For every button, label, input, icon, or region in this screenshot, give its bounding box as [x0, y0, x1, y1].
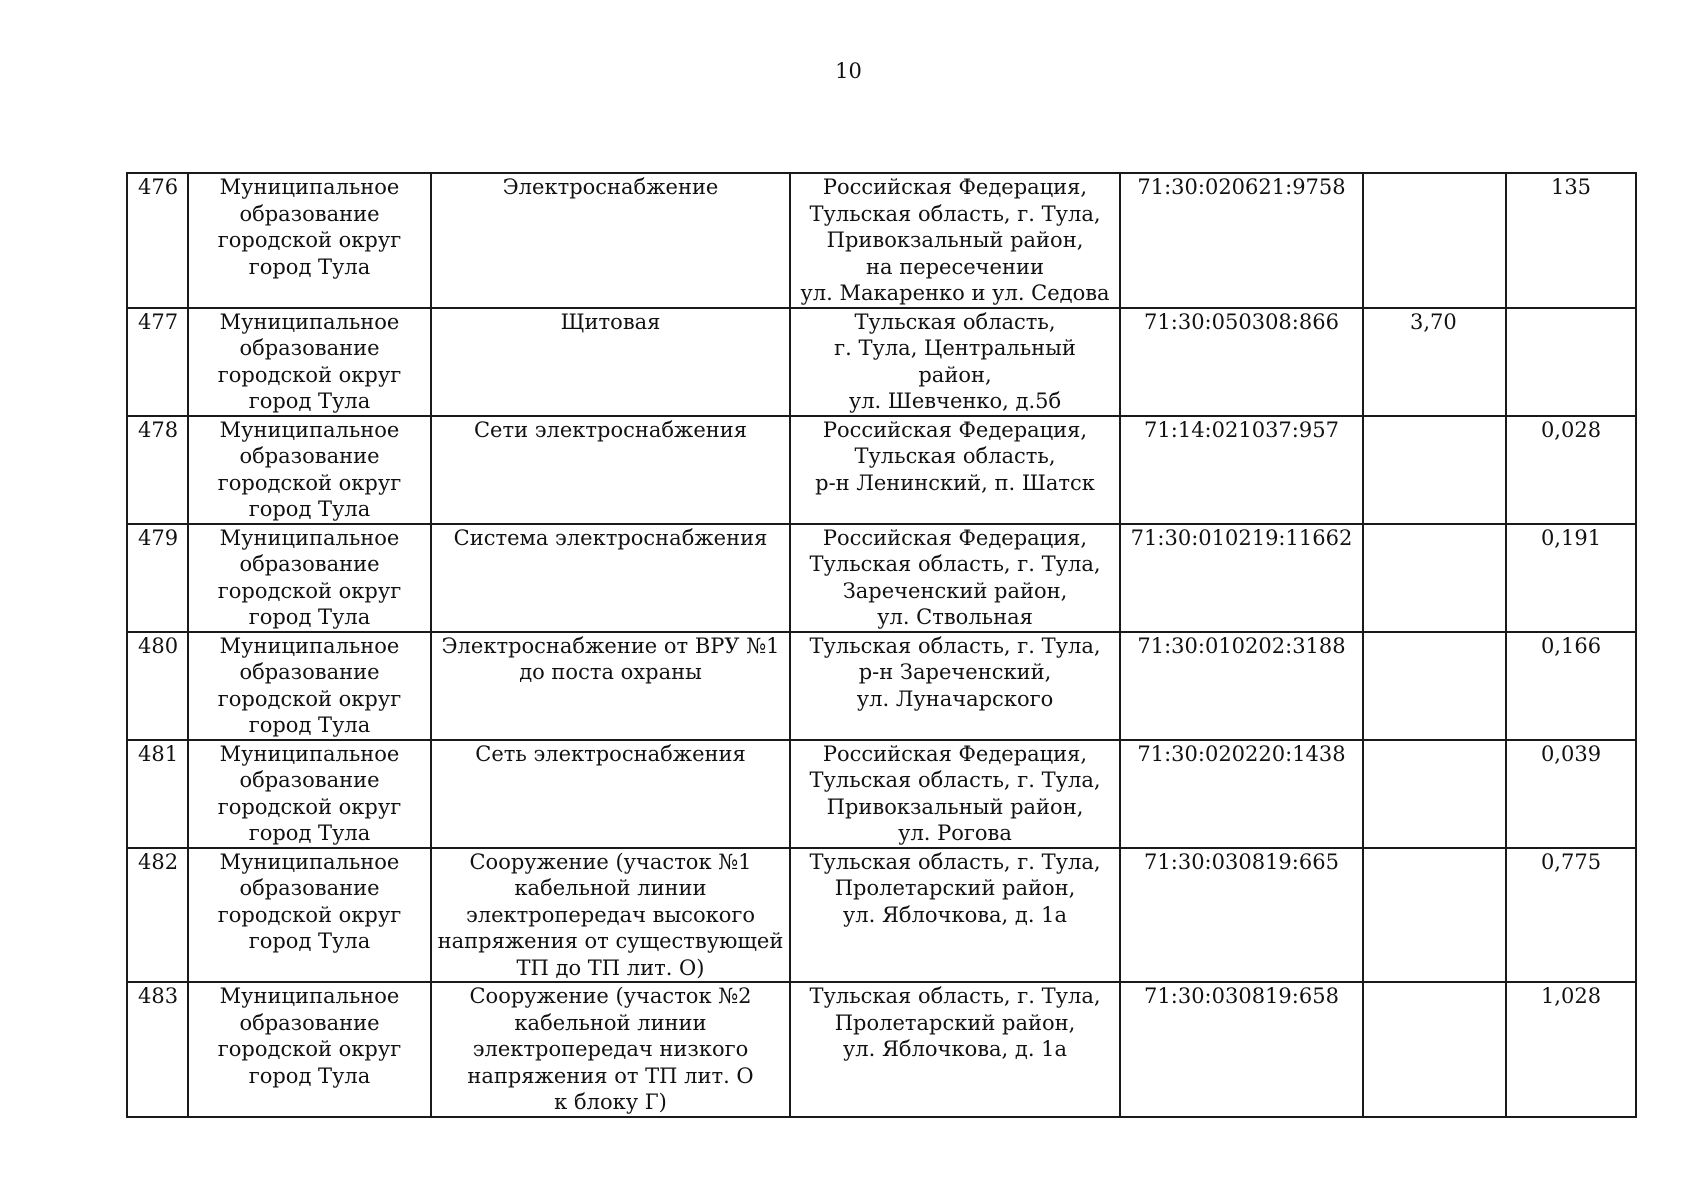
owner-cell: Муниципальное образование городской округ город Тула	[188, 524, 431, 632]
row-number-cell: 476	[127, 173, 188, 308]
row-number-cell: 481	[127, 740, 188, 848]
cadastral-number-cell: 71:30:030819:665	[1120, 848, 1363, 983]
length-cell: 0,028	[1506, 416, 1636, 524]
cadastral-number-cell: 71:14:021037:957	[1120, 416, 1363, 524]
table-row	[127, 308, 1636, 416]
property-registry-table	[126, 172, 1637, 1118]
object-name-cell: Электроснабжение	[431, 173, 790, 308]
owner-cell: Муниципальное образование городской округ город Тула	[188, 308, 431, 416]
cadastral-number-cell: 71:30:030819:658	[1120, 982, 1363, 1117]
cadastral-number-cell: 71:30:020621:9758	[1120, 173, 1363, 308]
area-cell	[1363, 173, 1506, 308]
object-name-cell: Сеть электроснабжения	[431, 740, 790, 848]
area-cell	[1363, 416, 1506, 524]
owner-cell: Муниципальное образование городской округ город Тула	[188, 632, 431, 740]
table-row	[127, 524, 1636, 632]
owner-cell: Муниципальное образование городской округ город Тула	[188, 416, 431, 524]
row-number-cell: 482	[127, 848, 188, 983]
area-cell: 3,70	[1363, 308, 1506, 416]
length-cell: 135	[1506, 173, 1636, 308]
row-number-cell: 477	[127, 308, 188, 416]
address-cell: Российская Федерация, Тульская область, г. Тула, Привокзальный район, ул. Рогова	[790, 740, 1120, 848]
length-cell	[1506, 308, 1636, 416]
owner-cell: Муниципальное образование городской округ город Тула	[188, 740, 431, 848]
area-cell	[1363, 848, 1506, 983]
length-cell: 0,775	[1506, 848, 1636, 983]
cadastral-number-cell: 71:30:010202:3188	[1120, 632, 1363, 740]
table-row	[127, 173, 1636, 308]
object-name-cell: Сооружение (участок №1 кабельной линии электропередач высокого напряжения от существующей ТП до ТП лит. О)	[431, 848, 790, 983]
address-cell: Тульская область, г. Тула, Центральный район, ул. Шевченко, д.5б	[790, 308, 1120, 416]
row-number-cell: 480	[127, 632, 188, 740]
table-row	[127, 416, 1636, 524]
row-number-cell: 483	[127, 982, 188, 1117]
object-name-cell: Система электроснабжения	[431, 524, 790, 632]
area-cell	[1363, 740, 1506, 848]
cadastral-number-cell: 71:30:050308:866	[1120, 308, 1363, 416]
table-row	[127, 632, 1636, 740]
length-cell: 0,191	[1506, 524, 1636, 632]
object-name-cell: Сооружение (участок №2 кабельной линии электропередач низкого напряжения от ТП лит. О к блоку Г)	[431, 982, 790, 1117]
address-cell: Тульская область, г. Тула, р-н Зареченский, ул. Луначарского	[790, 632, 1120, 740]
address-cell: Российская Федерация, Тульская область, г. Тула, Зареченский район, ул. Ствольная	[790, 524, 1120, 632]
cadastral-number-cell: 71:30:010219:11662	[1120, 524, 1363, 632]
object-name-cell: Щитовая	[431, 308, 790, 416]
owner-cell: Муниципальное образование городской округ город Тула	[188, 982, 431, 1117]
table-row	[127, 848, 1636, 983]
table-row	[127, 740, 1636, 848]
table-row	[127, 982, 1636, 1117]
length-cell: 0,166	[1506, 632, 1636, 740]
address-cell: Тульская область, г. Тула, Пролетарский район, ул. Яблочкова, д. 1а	[790, 848, 1120, 983]
page-number: 10	[835, 59, 862, 83]
object-name-cell: Электроснабжение от ВРУ №1 до поста охраны	[431, 632, 790, 740]
length-cell: 0,039	[1506, 740, 1636, 848]
area-cell	[1363, 982, 1506, 1117]
row-number-cell: 479	[127, 524, 188, 632]
length-cell: 1,028	[1506, 982, 1636, 1117]
area-cell	[1363, 632, 1506, 740]
address-cell: Российская Федерация, Тульская область, р-н Ленинский, п. Шатск	[790, 416, 1120, 524]
row-number-cell: 478	[127, 416, 188, 524]
object-name-cell: Сети электроснабжения	[431, 416, 790, 524]
owner-cell: Муниципальное образование городской округ город Тула	[188, 848, 431, 983]
owner-cell: Муниципальное образование городской округ город Тула	[188, 173, 431, 308]
cadastral-number-cell: 71:30:020220:1438	[1120, 740, 1363, 848]
address-cell: Российская Федерация, Тульская область, г. Тула, Привокзальный район, на пересечении ул. Макаренко и ул. Седова	[790, 173, 1120, 308]
area-cell	[1363, 524, 1506, 632]
address-cell: Тульская область, г. Тула, Пролетарский район, ул. Яблочкова, д. 1а	[790, 982, 1120, 1117]
